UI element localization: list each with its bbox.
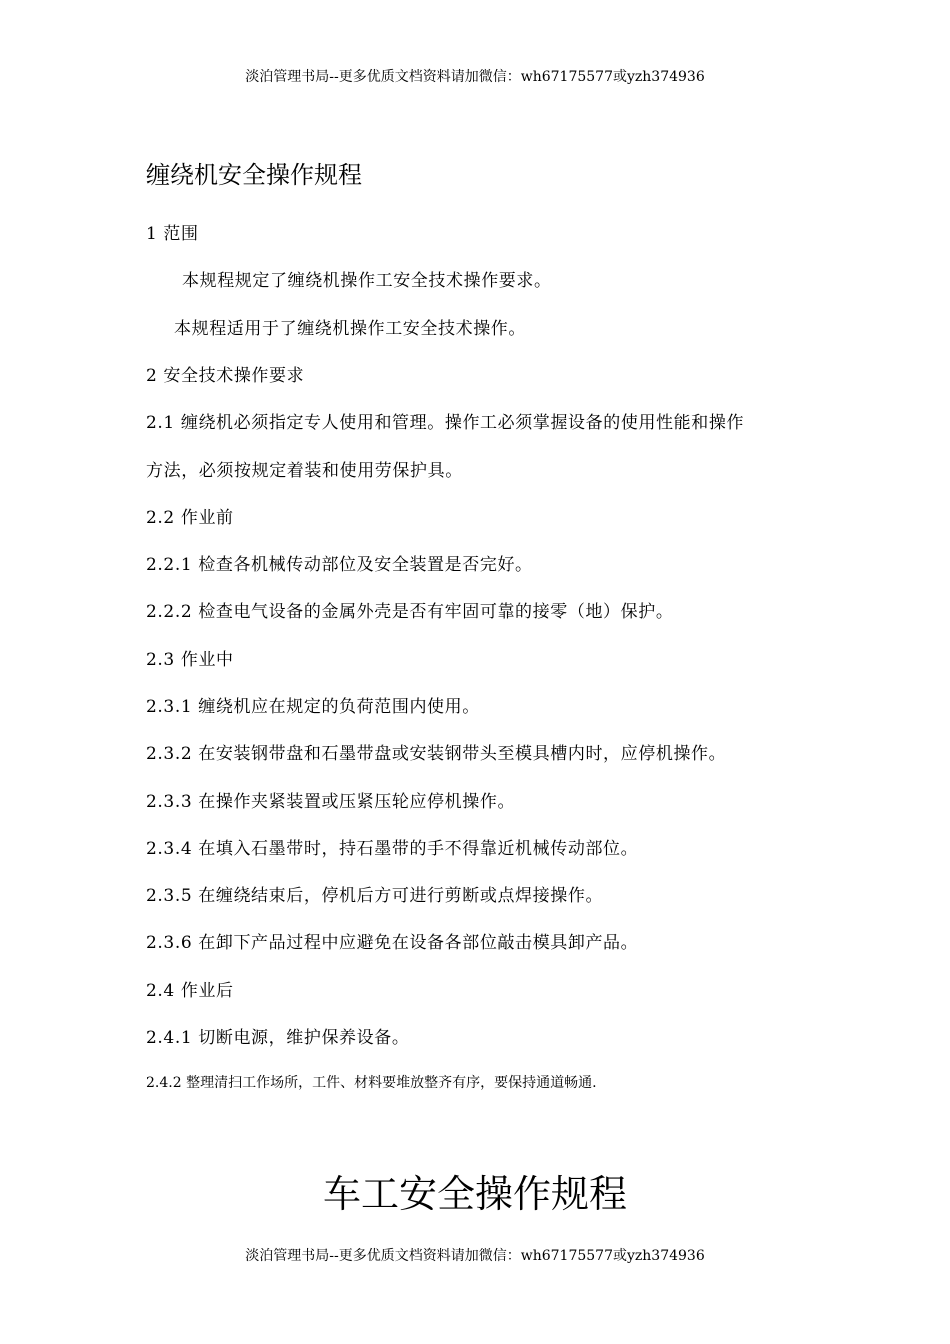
section-scope-heading: 1 范围	[146, 224, 199, 244]
document-title: 缠绕机安全操作规程	[146, 161, 362, 189]
next-document-title: 车工安全操作规程	[322, 1172, 627, 1216]
clause-2-1-continued: 方法，必须按规定着装和使用劳保护具。	[146, 461, 463, 481]
clause-2-3-3: 2.3.3 在操作夹紧装置或压紧压轮应停机操作。	[146, 792, 516, 812]
paragraph-scope-2: 本规程适用于了缠绕机操作工安全技术操作。	[174, 319, 526, 339]
page-footer: 淡泊管理书局--更多优质文档资料请加微信：wh67175577或yzh374936	[245, 1248, 705, 1264]
clause-2-1: 2.1 缠绕机必须指定专人使用和管理。操作工必须掌握设备的使用性能和操作	[146, 413, 745, 433]
clause-2-3-4: 2.3.4 在填入石墨带时，持石墨带的手不得靠近机械传动部位。	[146, 839, 639, 859]
clause-2-2-1: 2.2.1 检查各机械传动部位及安全装置是否完好。	[146, 555, 533, 575]
clause-2-3-1: 2.3.1 缠绕机应在规定的负荷范围内使用。	[146, 697, 480, 717]
clause-2-3-6: 2.3.6 在卸下产品过程中应避免在设备各部位敲击模具卸产品。	[146, 933, 639, 953]
clause-2-3-2: 2.3.2 在安装钢带盘和石墨带盘或安装钢带头至模具槽内时，应停机操作。	[146, 744, 727, 764]
clause-2-4-heading: 2.4 作业后	[146, 981, 234, 1001]
clause-2-2-2: 2.2.2 检查电气设备的金属外壳是否有牢固可靠的接零（地）保护。	[146, 602, 674, 622]
clause-2-4-2: 2.4.2 整理清扫工作场所，工件、材料要堆放整齐有序，要保持通道畅通.	[146, 1075, 597, 1091]
clause-2-3-5: 2.3.5 在缠绕结束后，停机后方可进行剪断或点焊接操作。	[146, 886, 604, 906]
clause-2-4-1: 2.4.1 切断电源，维护保养设备。	[146, 1028, 410, 1048]
clause-2-3-heading: 2.3 作业中	[146, 650, 234, 670]
clause-2-2-heading: 2.2 作业前	[146, 508, 234, 528]
paragraph-scope-1: 本规程规定了缠绕机操作工安全技术操作要求。	[182, 271, 552, 291]
page-header: 淡泊管理书局--更多优质文档资料请加微信：wh67175577或yzh374936	[245, 69, 705, 85]
section-requirements-heading: 2 安全技术操作要求	[146, 366, 305, 386]
